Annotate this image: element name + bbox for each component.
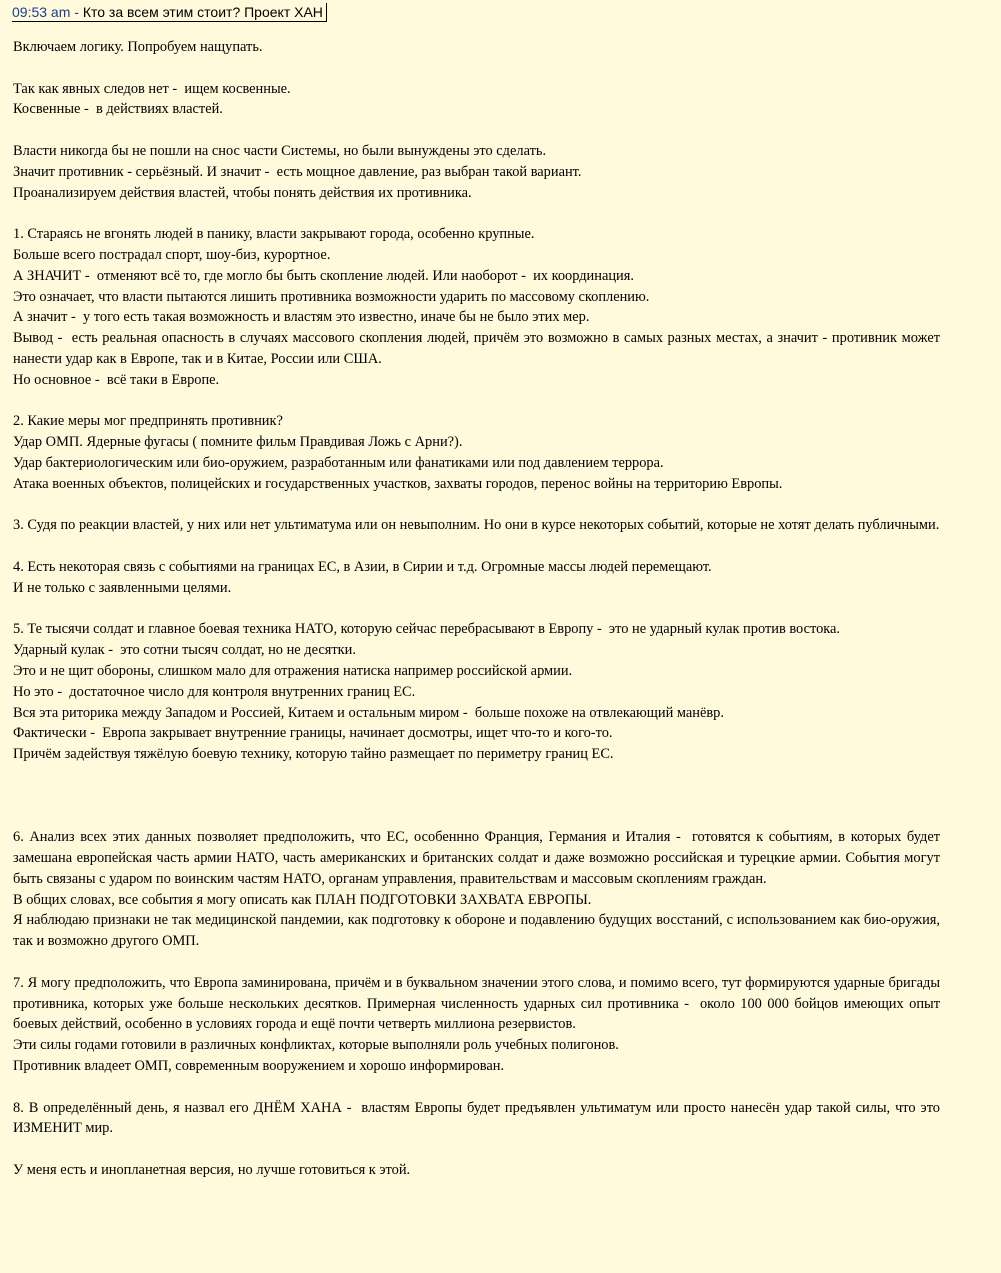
text-line: 7. Я могу предположить, что Европа заминирована, причём и в буквальном значении этого слова, и помимо всего, тут формируются ударные бригады противника, которых уже больше нескольких десятков. Примерная численность ударных сил противника - около 100 000 бойцов имеющих опыт боевых действий, особенно в условиях города и ещё почти четверть миллиона резервистов. (13, 974, 944, 1033)
text-line: И не только с заявленными целями. (13, 579, 232, 596)
text-line: Это означает, что власти пытаются лишить противника возможности ударить по массовому скоплению. (13, 288, 650, 305)
paragraph (13, 515, 940, 536)
text-line: Так как явных следов нет - ищем косвенные. (13, 80, 291, 97)
post-body (13, 37, 944, 1181)
text-line: А ЗНАЧИТ - отменяют всё то, где могло бы быть скопление людей. Или наоборот - их координация. (13, 267, 634, 284)
paragraph-gap (13, 391, 940, 412)
post-header (12, 3, 327, 22)
text-line: Включаем логику. Попробуем нащупать. (13, 39, 263, 55)
text-line: А значит - у того есть такая возможность и властям это известно, иначе бы не было этих мер. (13, 309, 590, 326)
paragraph-gap (13, 1077, 940, 1098)
paragraph-gap (13, 806, 940, 827)
paragraph (13, 557, 940, 599)
text-line: 5. Те тысячи солдат и главное боевая техника НАТО, которую сейчас перебрасывают в Европу - это не ударный кулак против востока. (13, 621, 841, 638)
paragraph (13, 37, 940, 58)
text-line: Ударный кулак - это сотни тысяч солдат, но не десятки. (13, 642, 356, 659)
text-line: Больше всего пострадал спорт, шоу-биз, курортное. (13, 246, 331, 263)
paragraph (13, 224, 944, 390)
paragraph (13, 973, 944, 1077)
text-line: Проанализируем действия властей, чтобы понять действия их противника. (13, 184, 472, 201)
paragraph (13, 141, 940, 203)
paragraph-gap (13, 58, 940, 79)
text-line: У меня есть и инопланетная версия, но лучше готовиться к этой. (13, 1162, 411, 1179)
text-line: Вся эта риторика между Западом и Россией, Китаем и остальным миром - больше похоже на отвлекающий манёвр. (13, 704, 724, 721)
text-line: 3. Судя по реакции властей, у них или нет ультиматума или он невыполним. Но они в курсе некоторых событий, которые не хотят делать публичными. (13, 517, 940, 534)
text-line: Фактически - Европа закрывает внутренние границы, начинает досмотры, ищет что-то и кого-то. (13, 725, 613, 742)
paragraph-gap (13, 203, 940, 224)
paragraph-gap (13, 599, 940, 620)
paragraph-gap (13, 952, 940, 973)
text-line: Вывод - есть реальная опасность в случаях массового скопления людей, причём это возможно в самых разных местах, а значит - противник может нанести удар как в Европе, так и в Китае, России или США. (13, 330, 944, 367)
text-line: Но основное - всё таки в Европе. (13, 371, 220, 388)
text-line: В общих словах, все события я могу описать как ПЛАН ПОДГОТОВКИ ЗАХВАТА ЕВРОПЫ. (13, 891, 592, 908)
post-time: 09:53 am (12, 4, 71, 20)
paragraph-gap (13, 120, 940, 141)
text-line: 1. Стараясь не вгонять людей в панику, власти закрывают города, особенно крупные. (13, 226, 535, 243)
text-line: Я наблюдаю признаки не так медицинской пандемии, как подготовку к обороне и подавлению будущих восстаний, с использованием как био-оружия, так и возможно другого ОМП. (13, 912, 944, 950)
paragraph (13, 827, 944, 952)
paragraph (13, 79, 940, 121)
paragraph (13, 1098, 944, 1140)
text-line: 2. Какие меры мог предпринять противник? (13, 413, 283, 430)
text-line: Причём задействуя тяжёлую боевую технику, которую тайно размещает по периметру границ ЕС. (13, 746, 614, 763)
text-line: Но это - достаточное число для контроля внутренних границ ЕС. (13, 683, 416, 700)
text-line: Косвенные - в действиях властей. (13, 101, 223, 118)
text-line: Противник владеет ОМП, современным вооружением и хорошо информирован. (13, 1058, 505, 1075)
text-line: Эти силы годами готовили в различных конфликтах, которые выполняли роль учебных полигонов. (13, 1037, 619, 1054)
paragraph (13, 411, 940, 494)
text-line: Удар ОМП. Ядерные фугасы ( помните фильм Правдивая Ложь с Арни?). (13, 434, 463, 451)
text-line: 4. Есть некоторая связь с событиями на границах ЕС, в Азии, в Сирии и т.д. Огромные массы людей перемещают. (13, 558, 712, 575)
text-line: 6. Анализ всех этих данных позволяет предположить, что ЕС, особеннно Франция, Германия и Италия - готовятся к событиям, в которых будет замешана европейская часть армии НАТО, часть американских и британских солдат и даже возможно российская и турецкие армии. События могут быть связаны с ударом по воинским частям НАТО, органам управления, правительствам и массовым скоплениям граждан. (13, 829, 944, 887)
paragraph-gap (13, 536, 940, 557)
paragraph (13, 619, 940, 765)
post-title: Кто за всем этим стоит? Проект ХАН (82, 4, 323, 20)
header-separator: - (70, 4, 83, 20)
text-line: 8. В определённый день, я назвал его ДНЁМ ХАНА - властям Европы будет предъявлен ультиматум или просто нанесён удар такой силы, что это ИЗМЕНИТ мир. (13, 1099, 944, 1137)
paragraph-gap (13, 1139, 940, 1160)
paragraph-gap (13, 786, 940, 807)
text-line: Это и не щит обороны, слишком мало для отражения натиска например российской армии. (13, 662, 573, 679)
paragraph-gap (13, 765, 940, 786)
paragraph (13, 1160, 940, 1181)
text-line: Удар бактериологическим или био-оружием, разработанным или фанатиками или под давлением террора. (13, 454, 664, 471)
text-line: Атака военных объектов, полицейских и государственных участков, захваты городов, перенос войны на территорию Европы. (13, 475, 783, 492)
text-line: Значит противник - серьёзный. И значит - есть мощное давление, раз выбран такой вариант. (13, 163, 582, 180)
paragraph-gap (13, 495, 940, 516)
text-line: Власти никогда бы не пошли на снос части Системы, но были вынуждены это сделать. (13, 142, 547, 159)
